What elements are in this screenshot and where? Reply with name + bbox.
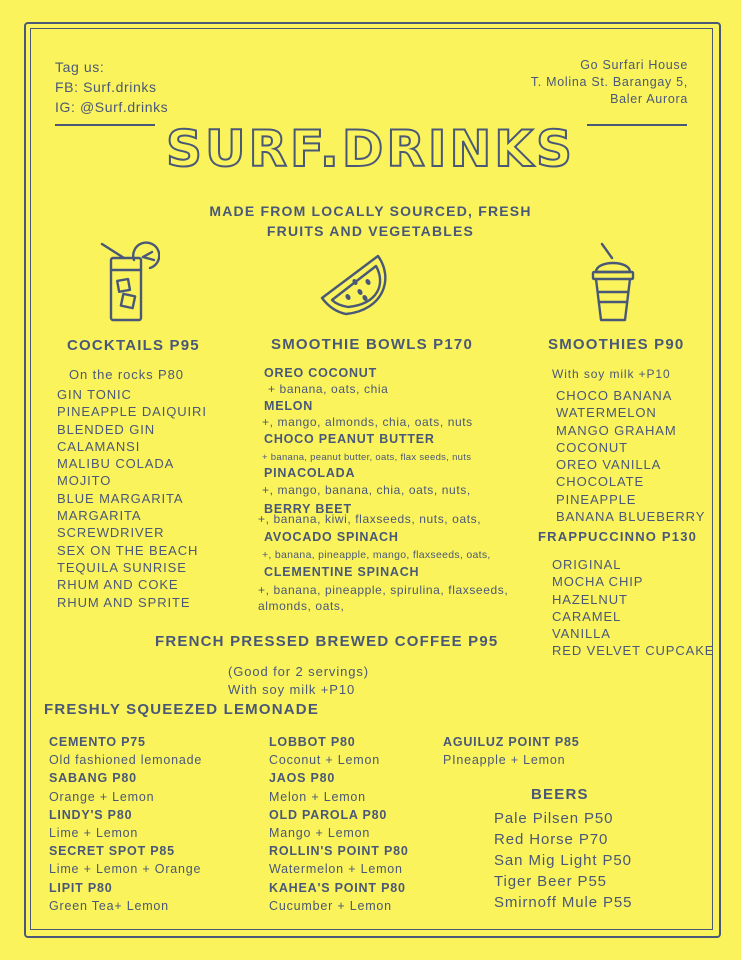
lemonade-header: FRESHLY SQUEEZED LEMONADE xyxy=(44,701,320,718)
smoothie-cup-icon xyxy=(590,240,636,326)
lemonade-name: SECRET SPOT P85 xyxy=(49,844,175,859)
list-item: MOJITO xyxy=(57,473,112,489)
bowl-name: MELON xyxy=(264,399,314,413)
coffee-note-soy: With soy milk +P10 xyxy=(228,682,356,697)
lemonade-name: SABANG P80 xyxy=(49,771,137,786)
lemonade-desc: Lime + Lemon + Orange xyxy=(49,862,202,877)
list-item: HAZELNUT xyxy=(552,591,628,607)
bowl-desc: +, mango, banana, chia, oats, nuts, xyxy=(262,483,471,497)
bowl-desc: +, mango, almonds, chia, oats, nuts xyxy=(262,415,473,429)
list-item: BLENDED GIN xyxy=(57,421,156,437)
cocktails-list xyxy=(57,386,207,611)
list-item: MARGARITA xyxy=(57,508,142,524)
watermelon-icon xyxy=(318,252,394,318)
list-item: San Mig Light P50 xyxy=(494,852,632,869)
coffee-note-servings: (Good for 2 servings) xyxy=(228,664,370,679)
coffee-header: FRENCH PRESSED BREWED COFFEE P95 xyxy=(155,633,499,650)
lemonade-desc: Mango + Lemon xyxy=(269,826,371,841)
list-item: TEQUILA SUNRISE xyxy=(57,559,187,575)
list-item: VANILLA xyxy=(552,626,611,642)
list-item: Tiger Beer P55 xyxy=(494,873,607,890)
lemonade-desc: Coconut + Lemon xyxy=(269,753,381,768)
bowl-desc: +, banana, pineapple, mango, flaxseeds, oats, xyxy=(262,549,491,561)
list-item: Red Horse P70 xyxy=(494,831,609,848)
list-item: RHUM AND SPRITE xyxy=(57,594,191,610)
lemonade-name: LIPIT P80 xyxy=(49,880,113,895)
tagline-line-2: FRUITS AND VEGETABLES xyxy=(266,223,475,239)
lemonade-desc: Green Tea+ Lemon xyxy=(49,898,169,913)
bowl-name: CLEMENTINE SPINACH xyxy=(264,565,420,579)
list-item: CALAMANSI xyxy=(57,438,141,454)
bowl-desc: almonds, oats, xyxy=(258,599,345,613)
list-item: BLUE MARGARITA xyxy=(57,490,184,506)
list-item: WATERMELON xyxy=(556,405,657,421)
bowl-name: AVOCADO SPINACH xyxy=(264,530,399,544)
list-item: CARAMEL xyxy=(552,608,622,624)
cocktails-header: COCKTAILS P95 xyxy=(67,337,200,354)
list-item: ORIGINAL xyxy=(552,557,622,572)
lemonade-desc: Melon + Lemon xyxy=(269,789,366,804)
lemonade-col-3 xyxy=(443,733,580,769)
list-item: OREO VANILLA xyxy=(556,457,662,473)
list-item: RED VELVET CUPCAKE xyxy=(552,643,715,659)
lemonade-desc: Lime + Lemon xyxy=(49,826,139,841)
list-item: PINEAPPLE xyxy=(556,491,637,507)
smoothies-list xyxy=(556,387,705,525)
lemonade-name: JAOS P80 xyxy=(269,771,336,786)
address-block xyxy=(531,57,688,108)
lemonade-name: OLD PAROLA P80 xyxy=(269,807,388,822)
list-item: MANGO GRAHAM xyxy=(556,422,677,438)
brand-title: SURF.DRINKS xyxy=(165,120,576,178)
lemonade-name: ROLLIN'S POINT P80 xyxy=(269,844,409,859)
smoothie-bowls-header: SMOOTHIE BOWLS P170 xyxy=(271,336,473,353)
frappuccino-list xyxy=(552,556,714,660)
bowl-desc: + banana, peanut butter, oats, flax seeds, nuts xyxy=(262,452,472,463)
instagram-handle: IG: @Surf.drinks xyxy=(55,99,169,115)
list-item: COCONUT xyxy=(556,439,629,455)
address-line-3: Baler Aurora xyxy=(610,92,688,106)
list-item: MALIBU COLADA xyxy=(57,456,175,472)
list-item: CHOCOLATE xyxy=(556,474,645,490)
smoothies-header: SMOOTHIES P90 xyxy=(548,336,685,353)
beers-list xyxy=(494,808,632,913)
bowl-name: OREO COCONUT xyxy=(264,366,378,380)
lemonade-desc: Old fashioned lemonade xyxy=(49,753,203,768)
list-item: Pale Pilsen P50 xyxy=(494,810,614,827)
address-line-1: Go Surfari House xyxy=(580,58,688,72)
cocktails-note: On the rocks P80 xyxy=(69,367,184,382)
lemonade-col-2 xyxy=(269,733,409,915)
bowl-name: CHOCO PEANUT BUTTER xyxy=(264,432,435,446)
list-item: SCREWDRIVER xyxy=(57,525,165,541)
address-line-2: T. Molina St. Barangay 5, xyxy=(530,75,688,89)
smoothies-note: With soy milk +P10 xyxy=(552,367,671,381)
lemonade-desc: Cucumber + Lemon xyxy=(269,898,392,913)
tagline-line-1: MADE FROM LOCALLY SOURCED, FRESH xyxy=(209,203,532,219)
list-item: BANANA BLUEBERRY xyxy=(556,509,706,525)
list-item: MOCHA CHIP xyxy=(552,574,644,590)
frappuccino-header: FRAPPUCCINNO P130 xyxy=(538,529,698,544)
lemonade-name: KAHEA'S POINT P80 xyxy=(269,880,406,895)
bowl-desc: +, banana, pineapple, spirulina, flaxseeds, xyxy=(258,583,509,597)
list-item: RHUM AND COKE xyxy=(57,577,179,593)
list-item: CHOCO BANANA xyxy=(556,388,673,403)
lemonade-name: AGUILUZ POINT P85 xyxy=(443,735,580,749)
lemonade-name: LOBBOT P80 xyxy=(269,735,356,749)
tag-us-label: Tag us: xyxy=(55,59,105,75)
lemonade-desc: PIneapple + Lemon xyxy=(443,753,566,768)
list-item: GIN TONIC xyxy=(57,387,132,402)
lemonade-name: CEMENTO P75 xyxy=(49,735,146,749)
tagline xyxy=(0,201,741,241)
cocktail-glass-icon xyxy=(98,240,160,326)
beers-header: BEERS xyxy=(531,786,589,803)
bowl-name: PINACOLADA xyxy=(264,466,356,480)
list-item: Smirnoff Mule P55 xyxy=(494,894,633,911)
bowl-desc: +, banana, kiwi, flaxseeds, nuts, oats, xyxy=(258,512,482,526)
bowl-name: BERRY BEET xyxy=(264,502,352,516)
facebook-handle: FB: Surf.drinks xyxy=(55,79,157,95)
lemonade-desc: Orange + Lemon xyxy=(49,789,155,804)
list-item: PINEAPPLE DAIQUIRI xyxy=(57,404,207,420)
lemonade-col-1 xyxy=(49,733,202,915)
lemonade-name: LINDY'S P80 xyxy=(49,807,133,822)
list-item: SEX ON THE BEACH xyxy=(57,542,199,558)
lemonade-desc: Watermelon + Lemon xyxy=(269,862,403,877)
bowl-desc: + banana, oats, chia xyxy=(268,382,389,396)
